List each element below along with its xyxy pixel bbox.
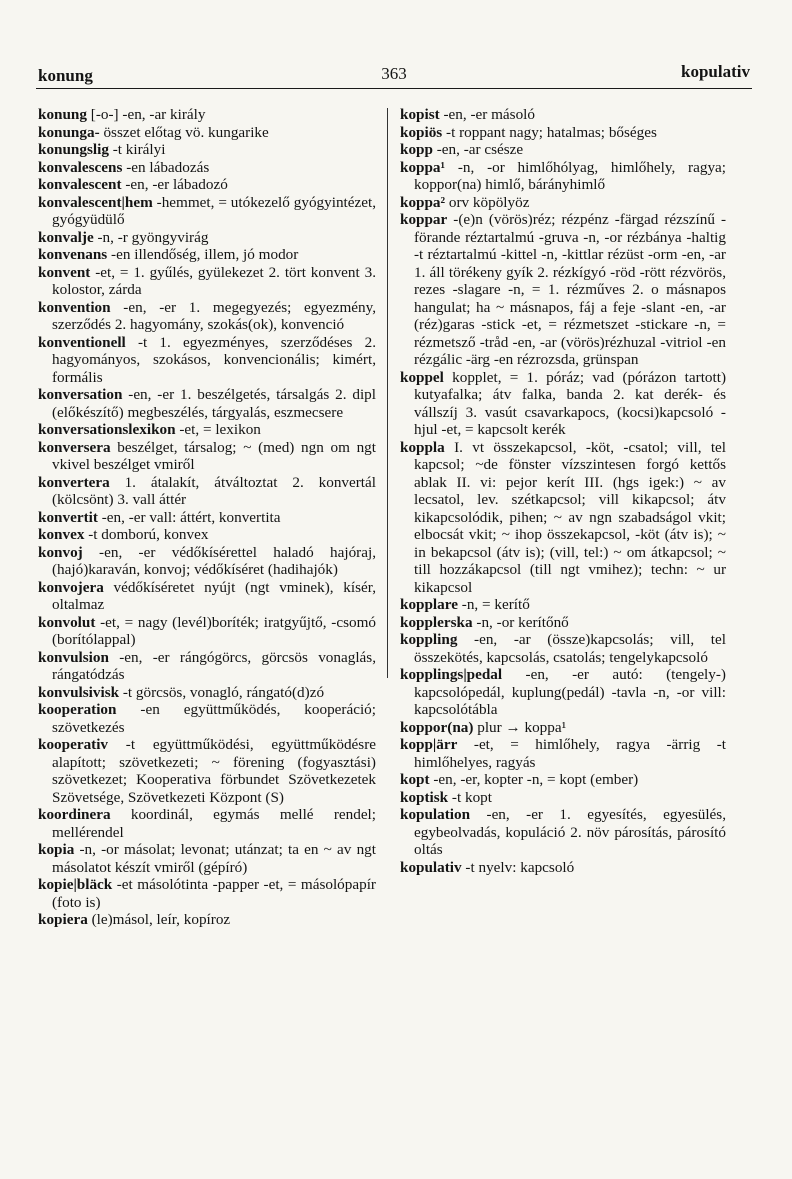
dictionary-entry <box>38 579 376 614</box>
entry-headword: konvalescent <box>38 176 122 193</box>
entry-headword: konvalescens <box>38 158 123 176</box>
entry-definition: -et másolótinta -papper -et, = másolópapír (foto is) <box>52 876 376 911</box>
entry-definition: -en illendőség, illem, jó modor <box>107 246 299 263</box>
dictionary-entry <box>38 194 376 229</box>
entry-headword: kopplerska <box>400 613 473 631</box>
entry-definition: -et, = himlőhely, ragya -ärrig -t himlőhelyes, ragyás <box>414 736 726 771</box>
dictionary-entry <box>38 684 376 702</box>
entry-definition: összet előtag vö. kungarike <box>99 123 269 141</box>
right-running-headword: kopulativ <box>681 62 750 81</box>
entry-definition: -t együttműködési, együttműködésre alapított; szövetkezeti; ~ förening (fogyasztási) szövetkezet; Kooperativa förbundet Szövetkezetek Szövetsége, Szövetkezeti Központ (S) <box>52 736 376 806</box>
entry-definition: védőkíséretet nyújt (ngt vminek), kísér, oltalmaz <box>52 578 376 613</box>
dictionary-entry <box>38 386 376 421</box>
entry-definition: [-o-] -en, -ar király <box>86 106 206 123</box>
entry-definition: -n, -or kerítőnő <box>472 613 569 631</box>
entry-headword: konvalje <box>38 228 94 246</box>
entry-headword: koppa² <box>400 193 446 211</box>
left-column <box>38 106 376 929</box>
dictionary-entry <box>38 614 376 649</box>
entry-definition: -en, -er 1. megegyezés; egyezmény, szerződés 2. hagyomány, szokás(ok), konvenció <box>52 298 376 333</box>
entry-headword: konvertera <box>38 473 110 491</box>
dictionary-entry <box>38 701 376 736</box>
entry-headword: kopulation <box>400 806 471 823</box>
entry-headword: koordinera <box>38 806 111 823</box>
dictionary-entry <box>400 736 726 771</box>
entry-definition: -en, -er autó: (tengely-) kapcsolópedál, kuplung(pedál) -tavla -n, -or vill: kapcsolótábla <box>414 666 726 718</box>
entry-definition: -en, -er rángógörcs, görcsös vonaglás, rángatódzás <box>52 648 376 683</box>
entry-definition: -n, -or másolat; levonat; utánzat; ta en ~ av ngt másolatot készít vmiről (gépíró) <box>52 841 376 876</box>
entry-headword: konvent <box>38 263 91 281</box>
dictionary-entry <box>38 876 376 911</box>
entry-definition: koordinál, egymás mellé rendel; mellérendel <box>52 806 376 841</box>
dictionary-entry <box>400 211 726 369</box>
entry-definition: -et, = nagy (levél)boríték; iratgyűjtő, -csomó (borítólappal) <box>52 613 376 648</box>
right-column <box>400 106 726 876</box>
entry-definition: orv köpölyöz <box>445 193 530 211</box>
dictionary-entry <box>38 106 376 124</box>
dictionary-entry <box>38 649 376 684</box>
dictionary-entry <box>38 911 376 929</box>
dictionary-entry <box>38 229 376 247</box>
entry-headword: konvoj <box>38 543 83 561</box>
entry-headword: konvojera <box>38 578 104 596</box>
dictionary-entry <box>38 736 376 806</box>
entry-definition: I. vt összekapcsol, -köt, -csatol; vill, tel kapcsol; ~de fönster vízszintesen forgó kettős ablak II. vi: pejor kerít III. (hgs igek:) ~ av lecsatol, lev. szétkapcsol; vill kikapcsol; átv kikapcsolódik, pihen; ~ av ngn szabadságol vkit; elbocsát vkit; ~ ihop összekapcsol, -köt (átv is); ~ in bekapcsol (átv is); (vill, tel:) ~ om átkapcsol; ~ till hozzákapcsol (till ngt vmihez); techn: ~ ur kikapcsol <box>414 438 726 596</box>
entry-definition: -en, -er 1. egyesítés, egyesülés, egybeolvadás, kopuláció 2. növ párosítás, párosító oltás <box>414 806 726 858</box>
entry-headword: koppa¹ <box>400 158 446 176</box>
entry-headword: kooperation <box>38 701 117 718</box>
entry-definition: -en együttműködés, kooperáció; szövetkezés <box>52 701 376 736</box>
dictionary-entry <box>38 474 376 509</box>
entry-headword: konversationslexikon <box>38 421 176 438</box>
dictionary-entry <box>400 666 726 719</box>
dictionary-entry <box>400 859 726 877</box>
entry-definition: -t roppant nagy; hatalmas; bőséges <box>442 123 657 141</box>
entry-definition: -en lábadozás <box>122 158 210 176</box>
dictionary-entry <box>38 421 376 439</box>
dictionary-entry <box>400 771 726 789</box>
dictionary-entry <box>38 439 376 474</box>
entry-definition: -en, -er védőkísérettel haladó hajóraj, (hajó)karaván, konvoj; védőkíséret (hadihajók) <box>52 543 376 578</box>
entry-definition: -et, = 1. gyűlés, gyülekezet 2. tört konvent 3. kolostor, zárda <box>52 263 376 298</box>
page-number: 363 <box>381 64 407 83</box>
entry-definition: -hemmet, = utókezelő gyógyintézet, gyógyüdülő <box>52 193 376 228</box>
entry-headword: kopulativ <box>400 858 462 876</box>
entry-definition: 1. átalakít, átváltoztat 2. konvertál (kölcsönt) 3. vall áttér <box>52 473 376 508</box>
entry-headword: kopist <box>400 106 440 123</box>
entry-headword: kopplare <box>400 596 458 613</box>
entry-definition: kopplet, = 1. póráz; vad (pórázon tartott) kutyafalka; átv falka, banda 2. kat derék- és vállszíj 3. vasút csavarkapocs, (kocsi)kapcsoló -hjul -et, = kapcsolt kerék <box>414 368 726 438</box>
dictionary-entry <box>38 299 376 334</box>
dictionary-entry <box>38 176 376 194</box>
dictionary-entry <box>38 159 376 177</box>
entry-headword: konung <box>38 106 87 123</box>
entry-definition: -n, -or himlőhólyag, himlőhely, ragya; koppor(na) himlő, bárányhimlő <box>414 158 726 193</box>
entry-headword: kopp|ärr <box>400 736 458 753</box>
dictionary-entry <box>38 526 376 544</box>
entry-definition: -n, -r gyöngyvirág <box>93 228 209 246</box>
dictionary-entry <box>400 789 726 807</box>
entry-headword: kopt <box>400 771 430 788</box>
entry-headword: kopplings|pedal <box>400 666 503 683</box>
dictionary-entry <box>400 806 726 859</box>
entry-definition: -en, -ar (össze)kapcsolás; vill, tel összekötés, kapcsolás, csatolás; tengelykapcsoló <box>414 631 726 666</box>
entry-headword: kopia <box>38 841 75 858</box>
dictionary-entry <box>38 334 376 387</box>
dictionary-entry <box>400 159 726 194</box>
dictionary-entry <box>400 596 726 614</box>
entry-headword: kopp <box>400 141 433 158</box>
entry-headword: koppla <box>400 438 445 456</box>
entry-headword: konvolut <box>38 613 96 631</box>
dictionary-entry <box>400 194 726 212</box>
entry-definition: -t nyelv: kapcsoló <box>461 858 575 876</box>
entry-headword: konvertit <box>38 508 98 526</box>
dictionary-entry <box>400 614 726 632</box>
entry-definition: -en, -er másoló <box>439 106 535 123</box>
entry-headword: konversera <box>38 438 111 456</box>
dictionary-entry <box>38 806 376 841</box>
dictionary-entry <box>400 439 726 597</box>
entry-definition: -en, -er 1. beszélgetés, társalgás 2. dipl (előkészítő) megbeszélés, tárgyalás, eszmecsere <box>52 386 376 421</box>
entry-headword: kooperativ <box>38 736 109 753</box>
entry-headword: kopiera <box>38 911 88 928</box>
entry-definition: -t királyi <box>108 141 166 158</box>
entry-headword: koppling <box>400 631 458 648</box>
entry-definition: -t görcsös, vonagló, rángató(d)zó <box>119 683 325 701</box>
entry-definition: -n, = kerítő <box>457 596 530 613</box>
dictionary-entry <box>400 141 726 159</box>
dictionary-entry <box>38 124 376 142</box>
entry-headword: konunga- <box>38 123 100 141</box>
dictionary-entry <box>38 141 376 159</box>
entry-headword: konvulsivisk <box>38 683 120 701</box>
entry-headword: koptisk <box>400 788 449 806</box>
entry-headword: konvalescent|hem <box>38 193 153 211</box>
entry-headword: kopiös <box>400 123 443 141</box>
entry-definition: beszélget, társalog; ~ (med) ngn om ngt vkivel beszélget vmiről <box>52 438 376 473</box>
entry-headword: konvenans <box>38 246 108 263</box>
dictionary-entry <box>400 124 726 142</box>
entry-headword: koppor(na) <box>400 718 474 736</box>
left-running-headword: konung <box>38 66 93 85</box>
dictionary-entry <box>400 369 726 439</box>
entry-definition: -en, -er lábadozó <box>121 176 228 193</box>
entry-definition: -t kopt <box>448 788 492 806</box>
entry-headword: konventionell <box>38 333 126 351</box>
entry-headword: kopie|bläck <box>38 876 113 893</box>
entry-headword: konvex <box>38 526 85 543</box>
entry-definition: -en, -ar csésze <box>432 141 524 158</box>
dictionary-entry <box>400 631 726 666</box>
dictionary-entry <box>38 509 376 527</box>
entry-definition: -t 1. egyezményes, szerződéses 2. hagyományos, szokásos, konvencionális; kimért, formális <box>52 333 376 386</box>
dictionary-entry <box>38 264 376 299</box>
entry-definition: (le)másol, leír, kopíroz <box>87 911 231 928</box>
entry-headword: konvention <box>38 298 111 316</box>
entry-definition: -t domború, konvex <box>84 526 209 543</box>
entry-headword: konversation <box>38 386 123 403</box>
entry-headword: konvulsion <box>38 648 109 666</box>
entry-headword: koppar <box>400 211 448 228</box>
entry-headword: koppel <box>400 368 444 386</box>
dictionary-entry <box>400 106 726 124</box>
running-header <box>36 62 752 89</box>
entry-definition: -en, -er vall: áttért, konvertita <box>97 508 281 526</box>
entry-definition: plur → koppa¹ <box>473 718 567 736</box>
dictionary-entry <box>38 246 376 264</box>
dictionary-entry <box>38 841 376 876</box>
entry-headword: konungslig <box>38 141 109 158</box>
entry-definition: -et, = lexikon <box>175 421 261 438</box>
entry-definition: -en, -er, kopter -n, = kopt (ember) <box>429 771 639 788</box>
dictionary-entry <box>38 544 376 579</box>
entry-definition: -(e)n (vörös)réz; rézpénz -färgad rézszínű -förande réztartalmú -gruva -n, -or rézbánya -haltig -t réztartalmú -kittel -n, -kittlar rézüst -orm -en, -ar 1. áll törékeny gyík 2. rézkígyó -röd -rött rézvörös, rezes -slagare -n, = 1. rézműves 2. o másnapos hangulat; ha ~ másnapos, fáj a feje -slant -en, -ar (réz)garas -stick -et, = rézmetszet -stickare -n, = rézmetsző -tråd -en, -ar (vörös)rézhuzal -vitriol -en rézgálic -ärg -en rézrozsda, grünspan <box>414 211 726 368</box>
column-divider <box>387 108 388 678</box>
dictionary-entry <box>400 719 726 737</box>
